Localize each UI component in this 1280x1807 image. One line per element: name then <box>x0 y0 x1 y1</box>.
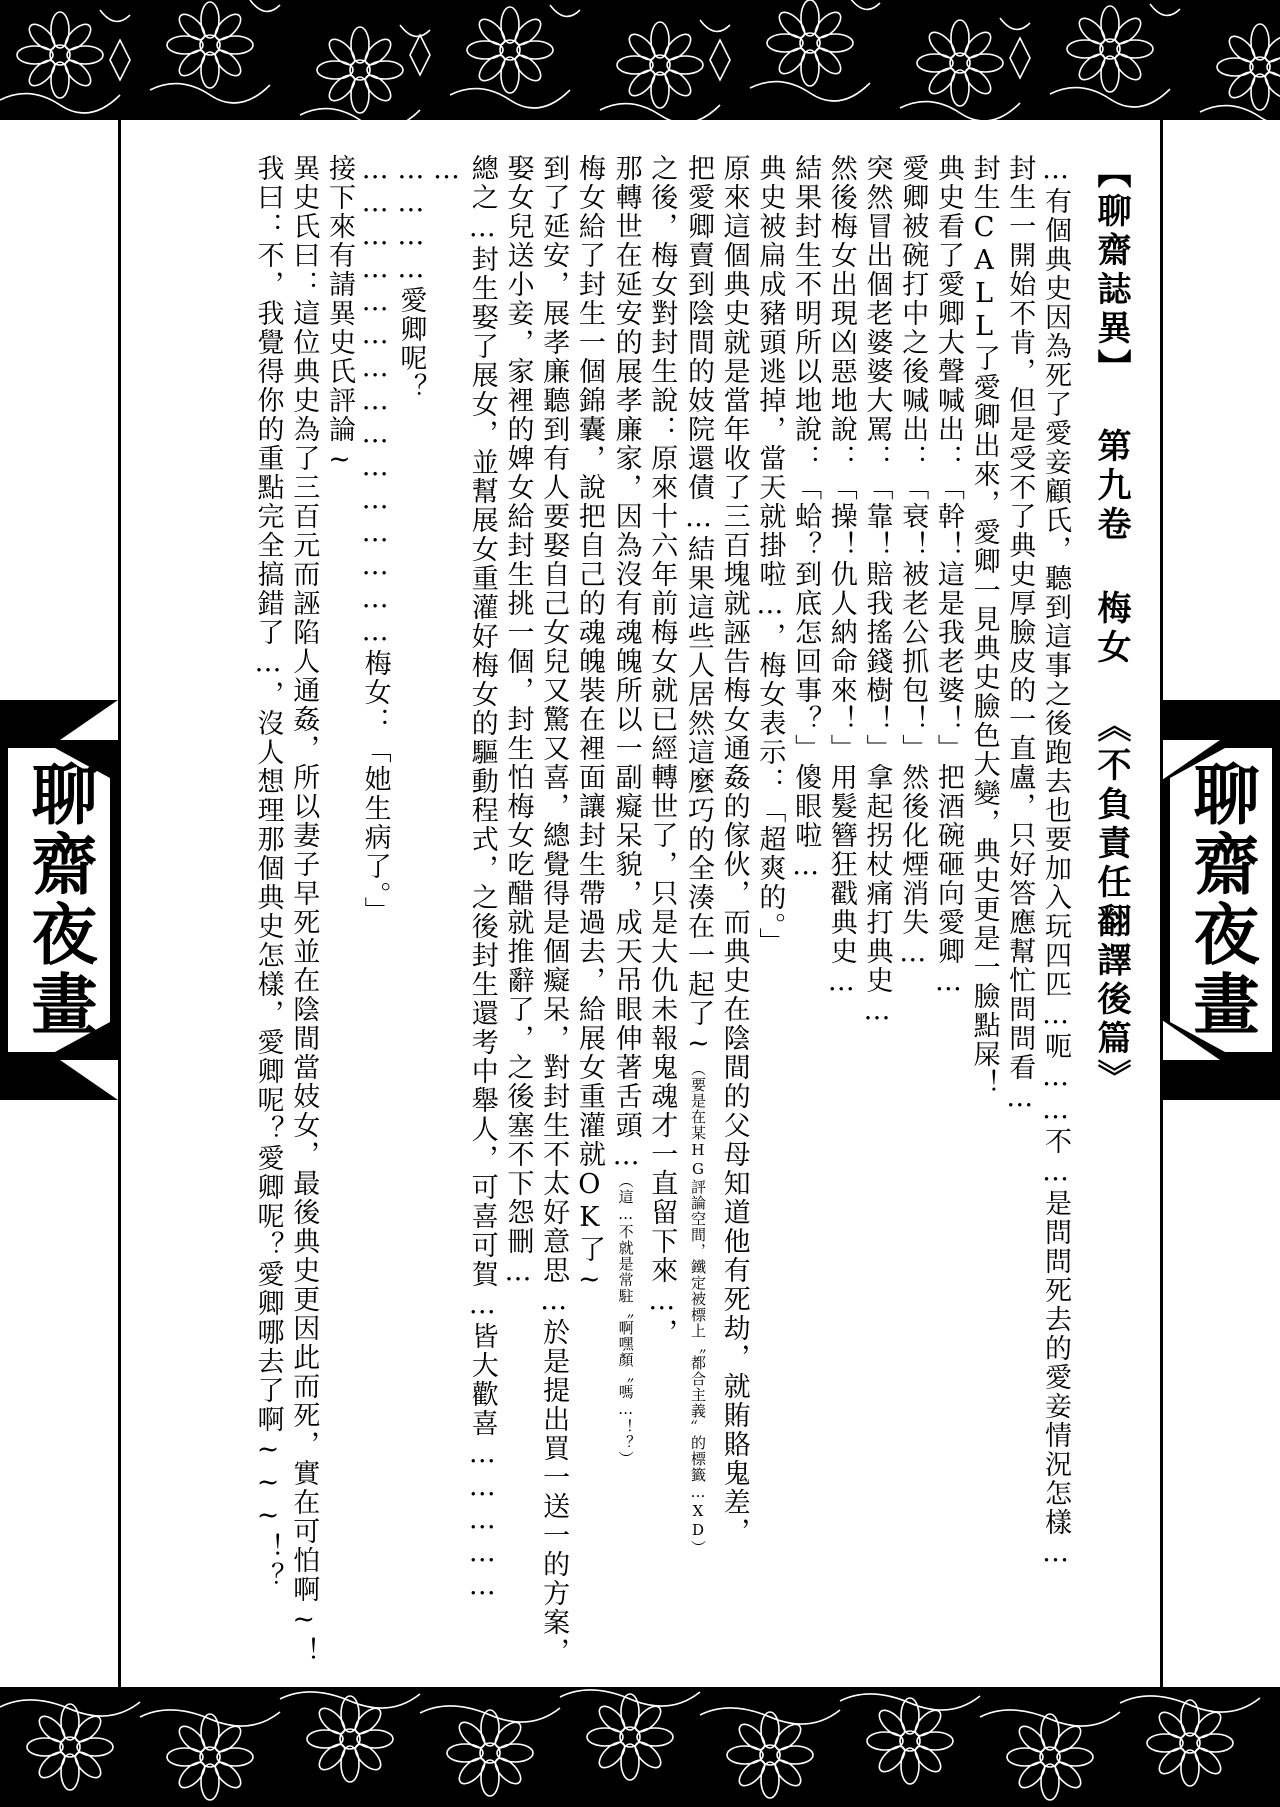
content-panel <box>121 120 1159 1687</box>
paragraph: 原來這個典史就是當年收了三百塊就誣告梅女通姦的傢伙，而典史在陰間的父母知道他有死劫，就賄賂鬼差， <box>718 154 750 1546</box>
paragraph: 梅女給了封生一個錦囊，說把自己的魂魄裝在裡面讓封生帶過去，給展女重灌就OK了~ <box>573 154 605 1297</box>
paragraph-note: （這…不就是常駐〝啊嘿顏〝嗎…！？） <box>616 1173 635 1467</box>
paragraph: 娶女兒送小妾，家裡的婢女給封生挑一個，封生怕梅女吃醋就推辭了，之後塞不下怨刪… <box>502 154 534 1289</box>
paragraph: 異史氏曰：這位典史為了三百元而誣陷人通姦，所以妻子早死並在陰間當妓女，最後典史更因此而死，實在可怕啊~！ <box>288 154 320 1666</box>
paragraph-with-note <box>679 154 716 1654</box>
series-title: 【聊齋誌異】 <box>1091 154 1131 388</box>
paragraph: 總之…封生娶了展女，並幫展女重灌好梅女的驅動程式，之後封生還考中舉人，可喜可賀…皆大歡喜…………… <box>466 154 498 1603</box>
paragraph: …有個典史因為死了愛妾顧氏，聽到這事之後跑去也要加入玩四匹…呃……不…是問問死去的愛妾情況怎樣… <box>1040 154 1071 1570</box>
paragraph-with-note <box>607 154 644 1654</box>
floral-border-bottom <box>0 1687 1280 1807</box>
paragraph: 典史看了愛卿大聲喊出：「幹！這是我老婆！」把酒碗砸向愛卿… <box>932 154 964 999</box>
paragraph-text: 那轉世在延安的展孝廉家，因為沒有魂魄所以一副癡呆貌，成天吊眼伸著舌頭… <box>610 154 642 1173</box>
paragraph-note: （要是在某HG評論空間，鐵定被標上〝都合主義〟的標籤…XD） <box>688 1061 707 1556</box>
floral-border-top <box>0 0 1280 120</box>
side-tag-right <box>1162 700 1280 1100</box>
paragraph: 愛卿被碗打中之後喊出：「衰！被老公抓包！」然後化煙消失… <box>897 154 929 970</box>
paragraph: 典史被扁成豬頭逃掉，當天就掛啦…，梅女表示：「超爽的。」 <box>754 154 786 957</box>
vertical-text-block <box>250 154 1137 1666</box>
paragraph: 接下來有請異史氏評論~ <box>323 154 355 477</box>
paragraph: 我曰：不，我覺得你的重點完全搞錯了…，沒人想理那個典史怎樣，愛卿呢？愛卿呢？愛卿哪去了啊~~~！？ <box>252 154 284 1591</box>
floral-pattern-top <box>0 0 1280 120</box>
volume-title: 第九卷 梅女 <box>1091 428 1131 668</box>
paragraph: 到了延安，展孝廉聽到有人要娶自己女兒又驚又喜，總覺得是個癡呆，對封生不太好意思…於是提出買一送一的方案， <box>538 154 570 1666</box>
side-tag-left <box>0 700 118 1100</box>
side-tag-right-text: 聊齋夜畫 <box>1182 760 1260 1040</box>
paragraph-text: 把愛卿賣到陰間的妓院還債…結果這些人居然這麼巧的全湊在一起了~ <box>682 154 714 1061</box>
dialogue-line: ………………………………………梅女：「她生病了。」 <box>359 154 391 926</box>
page-title <box>1085 154 1137 1654</box>
paragraph: 封生一開始不肯，但是受不了典史厚臉皮的一直盧，只好答應幫忙問問看… <box>1004 154 1036 1115</box>
floral-pattern-bottom <box>0 1687 1280 1807</box>
subtitle: 《不負責任翻譯後篇》 <box>1091 708 1131 1098</box>
dialogue-line: …………愛卿呢？ <box>395 154 427 402</box>
side-tag-left-text: 聊齋夜畫 <box>20 760 98 1040</box>
paragraph: 突然冒出個老婆婆大罵：「靠！賠我搖錢樹！」拿起拐杖痛打典史… <box>861 154 893 1028</box>
paragraph: 然後梅女出現凶惡地說：「操！仇人納命來！」用髮簪狂戳典史… <box>825 154 857 999</box>
paragraph: 之後，梅女對封生說：原來十六年前梅女就已經轉世了，只是大仇未報鬼魂才一直留下來…， <box>646 154 678 1347</box>
paragraph: 封生CALL了愛卿出來，愛卿一見典史臉色大變，典史更是一臉點屎！ <box>968 154 1000 1098</box>
paragraph: 結果封生不明所以地說：「蛤？到底怎回事？」傻眼啦… <box>790 154 822 883</box>
ellipsis-line: … <box>431 154 463 187</box>
